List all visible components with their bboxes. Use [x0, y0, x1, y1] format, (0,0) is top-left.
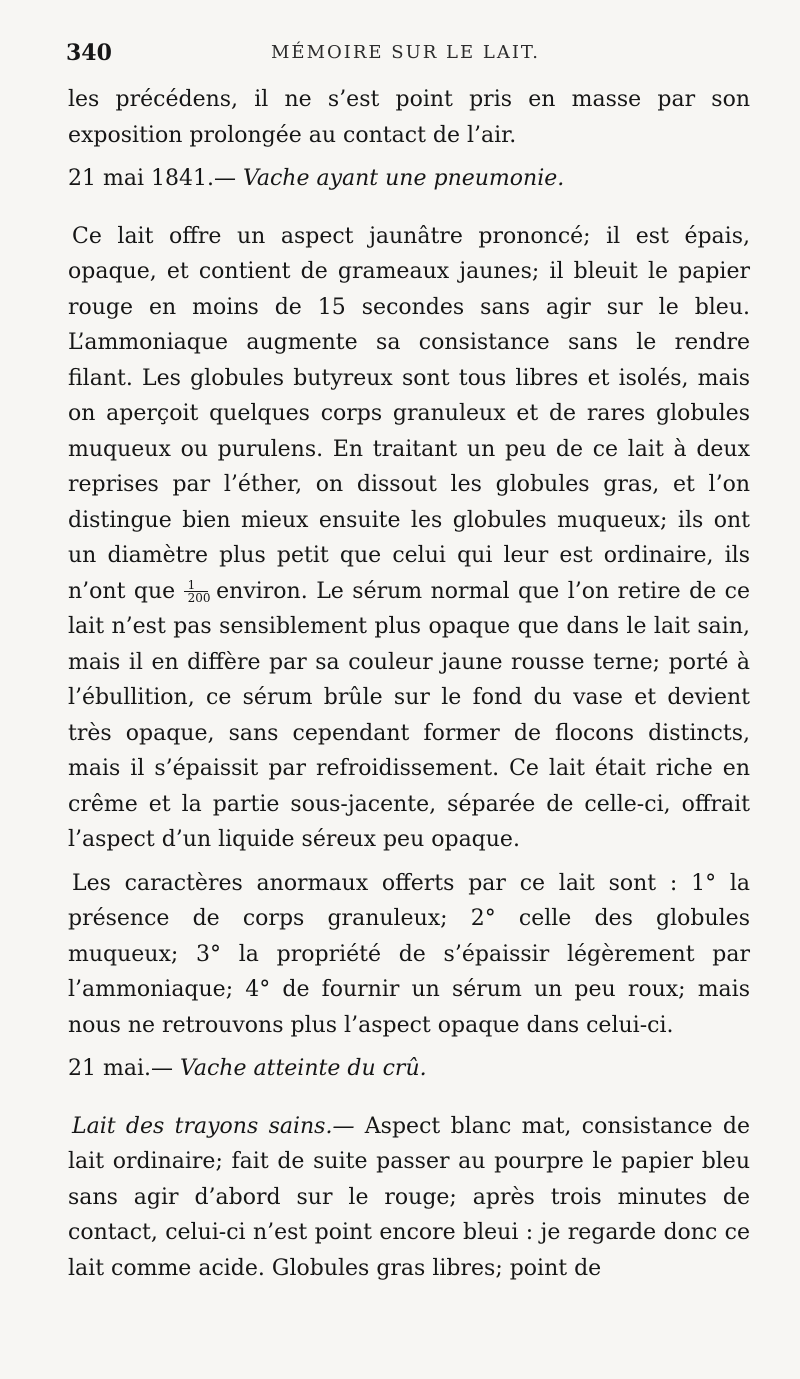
fraction-denominator: 200	[187, 591, 211, 605]
page-number: 340	[66, 40, 112, 66]
fraction-numerator: 1	[184, 579, 208, 592]
paragraph-healthy-teats	[68, 1109, 750, 1287]
section-heading-pneumonie	[68, 161, 750, 197]
running-title: MÉMOIRE SUR LE LAIT.	[271, 42, 541, 63]
paragraph-text-part-2: environ. Le sérum normal que l’on retire de ce lait n’est pas sensiblement plus opaque que dans le lait sain, mais il en diffère par sa couleur jaune rousse terne; porté à l’ébullition, ce sérum brûle sur le fond du vase et devient très opaque, sans cependant former de flocons distincts, mais il s’épaissit par refroidissement. Ce lait était riche en crême et la partie sous-jacente, séparée de celle-ci, offrait l’aspect d’un liquide séreux peu opaque.	[68, 578, 751, 852]
paragraph-spacer	[68, 858, 750, 866]
section-heading-cru	[68, 1051, 750, 1087]
inline-label: Lait des trayons sains.—	[72, 1113, 355, 1139]
paragraph-observations	[68, 219, 750, 858]
section-date: 21 mai 1841.—	[68, 166, 236, 191]
page-header	[66, 36, 756, 72]
section-title: Vache atteinte du crû.	[180, 1056, 427, 1081]
paragraph-characteristics: Les caractères anormaux offerts par ce lait sont : 1° la présence de corps granuleux; 2° celle des globules muqueux; 3° la propriété de s’épaissir légèrement par l’ammoniaque; 4° de fournir un sérum un peu roux; mais nous ne retrouvons plus l’aspect opaque dans celui-ci.	[68, 870, 750, 1038]
section-date: 21 mai.—	[68, 1056, 173, 1081]
page-body	[68, 82, 750, 1286]
section-title: Vache ayant une pneumonie.	[242, 166, 565, 191]
fraction	[184, 578, 211, 605]
paragraph-continuation: les précédens, il ne s’est point pris en masse par son exposition prolongée au contact de l’air.	[68, 87, 750, 148]
paragraph-text: Aspect blanc mat, consistance de lait ordinaire; fait de suite passer au pourpre le papier bleu sans agir d’abord sur le rouge; après trois minutes de contact, celui-ci n’est point encore bleui : je regarde donc ce lait comme acide. Globules gras libres; point de	[68, 1113, 750, 1281]
paragraph-text-part-1: Ce lait offre un aspect jaunâtre prononcé; il est épais, opaque, et contient de grameaux jaunes; il bleuit le papier rouge en moins de 15 secondes sans agir sur le bleu. L’ammoniaque augmente sa consistance sans le rendre filant. Les globules butyreux sont tous libres et isolés, mais on aperçoit quelques corps granuleux et de rares globules muqueux ou purulens. En traitant un peu de ce lait à deux reprises par l’éther, on dissout les globules gras, et l’on distingue bien mieux ensuite les globules muqueux; ils ont un diamètre plus petit que celui qui leur est ordinaire, ils n’ont que	[68, 223, 750, 604]
